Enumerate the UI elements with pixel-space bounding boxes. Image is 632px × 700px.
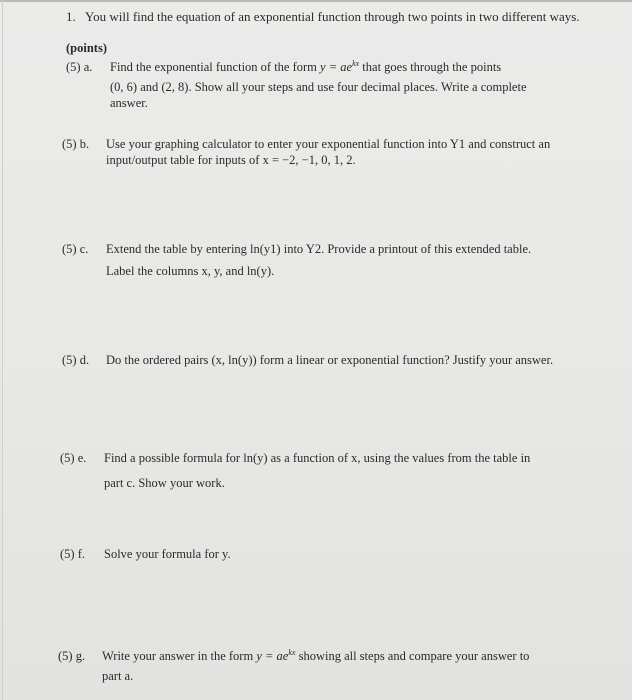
part-e-line2: part c. Show your work. [104,476,225,490]
part-f-label: (5) f. [60,547,85,561]
part-a-line3: answer. [110,96,148,110]
part-c-line2: Label the columns x, y, and ln(y). [106,264,275,278]
part-d [62,353,553,368]
part-e-line1: Find a possible formula for ln(y) as a function of x, using the values from the table in [104,451,531,465]
part-g-label: (5) g. [58,649,86,663]
part-c-line1: Extend the table by entering ln(y1) into Y2. Provide a printout of this extended table. [106,242,532,256]
part-c [62,242,531,257]
question-header [66,9,580,24]
part-f [60,547,231,562]
part-a-line2: (0, 6) and (2, 8). Show all your steps and use four decimal places. Write a complete [110,80,527,94]
part-b-label: (5) b. [62,137,90,151]
part-c-label: (5) c. [62,242,89,256]
question-title: You will find the equation of an exponential function through two points in two different ways. [85,9,580,24]
part-b [62,137,550,152]
left-edge-divider [2,0,3,700]
part-e [60,451,530,466]
part-b-line2: input/output table for inputs of x = −2, −1, 0, 1, 2. [106,153,356,167]
part-a-label: (5) a. [66,60,93,74]
part-e-label: (5) e. [60,451,87,465]
part-g: (5) g. Write your answer in the form $y = ae^{kx}$ showing all steps and compare your answer to [58,648,530,663]
points-label: (points) [66,41,107,55]
part-a: (5) a. Find the exponential function of the form $y = ae^{kx}$ that goes through the points [66,59,502,74]
part-d-label: (5) d. [62,353,90,367]
part-d-line1: Do the ordered pairs (x, ln(y)) form a linear or exponential function? Justify your answer. [106,353,554,367]
part-a-formula: y = ae [320,60,353,74]
part-g-line2: part a. [102,669,134,683]
top-edge-divider [0,0,632,2]
question-number: 1. [66,9,76,24]
part-g-formula: y = ae [256,649,289,663]
part-b-line1: Use your graphing calculator to enter your exponential function into Y1 and construct an [106,137,551,151]
part-f-line1: Solve your formula for y. [104,547,231,561]
